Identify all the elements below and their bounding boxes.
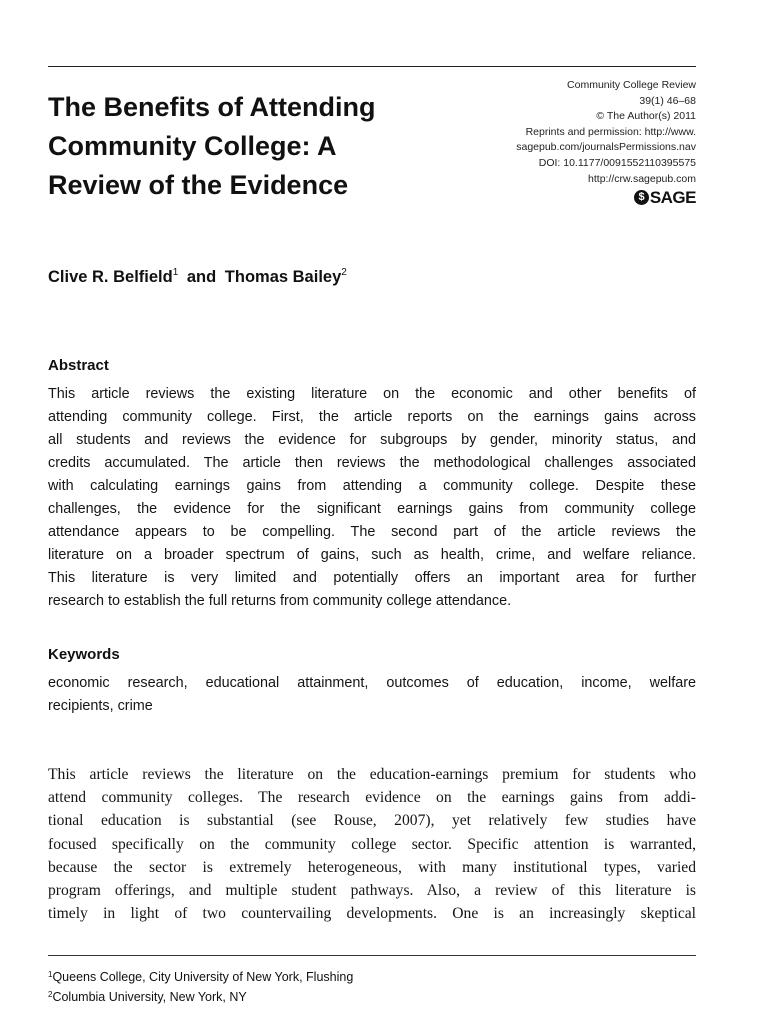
body-line: program offerings, and multiple student pathways. Also, a review of this literature is (48, 882, 696, 900)
footnote (48, 966, 353, 986)
abstract-line: credits accumulated. The article then reviews the methodological challenges associated (48, 455, 696, 471)
footnote (48, 986, 353, 1006)
body-line: tional education is substantial (see Rouse, 2007), yet relatively few studies have (48, 812, 696, 830)
keywords-line: economic research, educational attainment, outcomes of education, income, welfare (48, 675, 696, 691)
body-paragraph (48, 763, 696, 925)
abstract-line: with calculating earnings gains from attending a community college. Despite these (48, 478, 696, 494)
title-line: Community College: A (48, 131, 337, 161)
publisher-name: SAGE (649, 188, 696, 208)
abstract-text (48, 383, 696, 613)
footnote-text: Queens College, City University of New York, Flushing (52, 970, 354, 984)
keywords-heading: Keywords (48, 646, 120, 663)
author-name: Clive R. Belfield (48, 268, 173, 286)
body-line: focused specifically on the community college sector. Specific attention is warranted, (48, 835, 696, 853)
author-name: Thomas Bailey (224, 268, 342, 286)
footnote-text: Columbia University, New York, NY (52, 990, 247, 1004)
keywords-line: recipients, crime (48, 698, 153, 714)
abstract-line: challenges, the evidence for the significant earnings gains from community college (48, 501, 696, 517)
journal-copyright: © The Author(s) 2011 (596, 110, 696, 123)
sage-logo-icon: $ (634, 190, 649, 205)
journal-reprints: sagepub.com/journalsPermissions.nav (516, 141, 696, 154)
footnote-rule (48, 955, 696, 956)
author-conjunction: and (186, 268, 217, 286)
abstract-line: This literature is very limited and potentially offers an important area for further (48, 570, 696, 586)
abstract-line: attending community college. First, the article reports on the earnings gains across (48, 409, 696, 425)
title-line: Review of the Evidence (48, 170, 349, 200)
keywords-text (48, 672, 696, 718)
abstract-line: attendance appears to be compelling. The second part of the article reviews the (48, 524, 696, 540)
abstract-line: all students and reviews the evidence for subgroups by gender, minority status, and (48, 432, 696, 448)
header-rule (48, 66, 696, 67)
footnote-mark: 1 (48, 970, 53, 979)
body-line: attend community colleges. The research evidence on the earnings gains from addi- (48, 789, 696, 807)
footnote-mark: 2 (48, 990, 53, 999)
author-list (48, 267, 347, 287)
body-line: because the sector is extremely heterogeneous, with many institutional types, varied (48, 858, 696, 876)
body-line: timely in light of two countervailing developments. One is an increasingly skeptical (48, 905, 696, 923)
title-line: The Benefits of Attending (48, 92, 376, 122)
journal-info (376, 78, 696, 206)
abstract-line: literature on a broader spectrum of gains, such as health, crime, and welfare reliance. (48, 547, 696, 563)
abstract-heading: Abstract (48, 357, 109, 374)
author-affiliation-mark: 2 (341, 267, 347, 278)
author-affiliation-mark: 1 (172, 267, 179, 278)
journal-reprints: Reprints and permission: http://www. (525, 125, 696, 138)
body-line: This article reviews the literature on the education-earnings premium for students who (48, 766, 696, 783)
journal-url: http://crw.sagepub.com (588, 172, 696, 185)
footnotes (48, 966, 353, 1006)
journal-doi: DOI: 10.1177/0091552110395575 (538, 156, 696, 169)
journal-volume: 39(1) 46–68 (639, 94, 696, 107)
abstract-line: This article reviews the existing literature on the economic and other benefits of (48, 386, 696, 402)
abstract-line: research to establish the full returns from community college attendance. (48, 593, 512, 609)
sage-logo (634, 190, 696, 206)
journal-name: Community College Review (567, 79, 696, 91)
